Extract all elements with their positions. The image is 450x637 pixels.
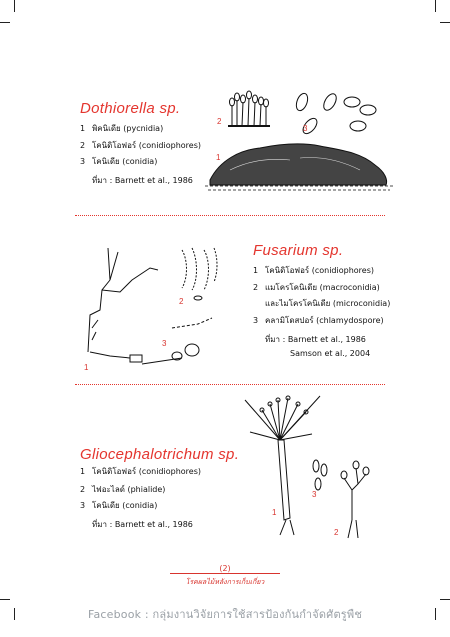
list-item: 3 โคนิเดีย (conidia) — [80, 157, 158, 166]
crop-mark — [14, 0, 15, 12]
figure-label: 2 — [217, 117, 222, 126]
crop-mark — [0, 599, 10, 600]
gliocephalotrichum-illustration — [240, 390, 380, 545]
page-number: (2) — [219, 564, 231, 573]
crop-mark — [440, 22, 450, 23]
section-title-fusarium: Fusarium sp. — [253, 242, 344, 259]
section-divider — [75, 384, 385, 385]
footer-subtitle: โรคผลไม้หลังการเก็บเกี่ยว — [185, 578, 265, 586]
figure-label: 2 — [334, 528, 339, 537]
list-item: 2 โคนิดิโอฟอร์ (conidiophores) — [80, 141, 201, 150]
figure-label: 2 — [179, 297, 184, 306]
figure-label: 1 — [84, 363, 89, 372]
list-item: 1 พิคนิเดีย (pycnidia) — [80, 124, 164, 133]
footer-text: Facebook : กลุ่มงานวิจัยการใช้สารป้องกันกำจัดศัตรูพืช — [87, 608, 363, 621]
list-item: และไมโครโคนิเดีย (microconidia) — [265, 299, 391, 308]
section-title-dothiorella: Dothiorella sp. — [80, 100, 181, 117]
list-item: 2 ไฟอะไลด์ (phialide) — [80, 485, 166, 494]
section-divider — [75, 215, 385, 216]
source-citation: ที่มา : Barnett et al., 1986 — [265, 335, 366, 344]
figure-label: 3 — [162, 339, 167, 348]
list-item: 3 คลามิโดสปอร์ (chlamydospore) — [253, 316, 384, 325]
crop-mark — [440, 599, 450, 600]
crop-mark — [0, 22, 10, 23]
crop-mark — [435, 0, 436, 12]
dothiorella-illustration — [200, 80, 400, 195]
list-item: 2 แมโครโคนิเดีย (macroconidia) — [253, 283, 380, 292]
list-item: 1 โคนิดิโอฟอร์ (conidiophores) — [80, 467, 201, 476]
figure-label: 1 — [272, 508, 277, 517]
list-item: 3 โคนิเดีย (conidia) — [80, 501, 158, 510]
list-item: 1 โคนิดิโอฟอร์ (conidiophores) — [253, 266, 374, 275]
fusarium-illustration — [80, 240, 250, 375]
source-citation: ที่มา : Barnett et al., 1986 — [92, 176, 193, 185]
source-citation: ที่มา : Barnett et al., 1986 — [92, 520, 193, 529]
source-citation: Samson et al., 2004 — [290, 349, 371, 358]
section-title-gliocephalotrichum: Gliocephalotrichum sp. — [80, 446, 240, 463]
figure-label: 1 — [216, 153, 221, 162]
figure-label: 3 — [303, 124, 308, 133]
figure-label: 3 — [312, 490, 317, 499]
divider — [170, 573, 280, 574]
